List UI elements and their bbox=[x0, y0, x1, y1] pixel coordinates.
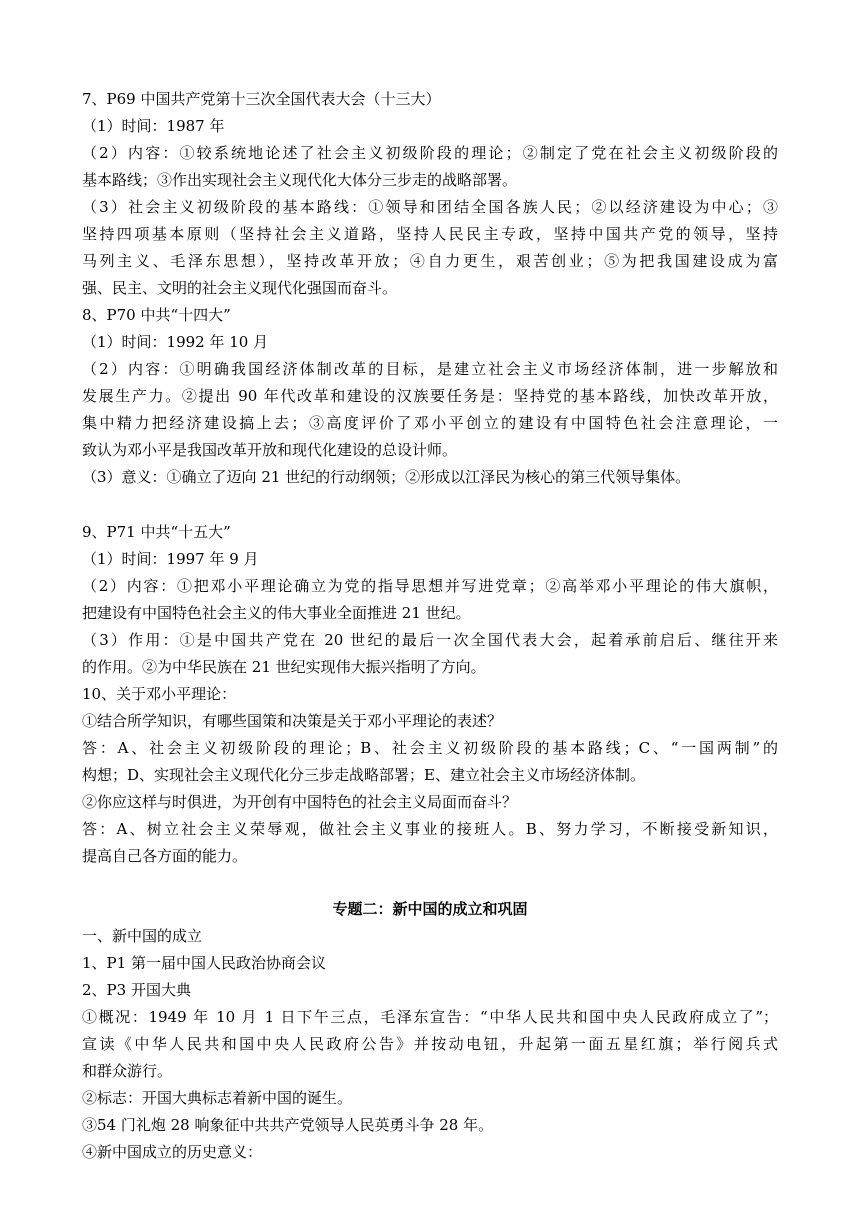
section-fifteenth-congress bbox=[82, 519, 778, 870]
text-line: 强、民主、文明的社会主义现代化强国而奋斗。 bbox=[82, 279, 398, 297]
text-line: ④新中国成立的历史意义： bbox=[82, 1143, 263, 1161]
text-line: 集中精力把经济建设搞上去；③高度评价了邓小平创立的建设有中国特色社会注意理论，一 bbox=[82, 414, 778, 432]
text-line: ①结合所学知识，有哪些国策和决策是关于邓小平理论的表述？ bbox=[82, 712, 503, 730]
text-line: 2、P3 开国大典 bbox=[82, 981, 191, 999]
text-line: ③54 门礼炮 28 响象征中共共产党领导人民英勇斗争 28 年。 bbox=[82, 1116, 494, 1134]
text-line: 答：A、社会主义初级阶段的理论；B、社会主义初级阶段的基本路线；C、“一国两制”的 bbox=[82, 739, 778, 757]
text-line: 和群众游行。 bbox=[82, 1062, 173, 1080]
text-line: ②标志：开国大典标志着新中国的诞生。 bbox=[82, 1089, 353, 1107]
text-line: 答：A、树立社会主义荣辱观，做社会主义事业的接班人。B、努力学习，不断接受新知识， bbox=[82, 820, 778, 838]
text-line: 1、P1 第一届中国人民政治协商会议 bbox=[82, 954, 326, 972]
text-line: 9、P71 中共“十五大” bbox=[82, 523, 231, 541]
text-line: 8、P70 中共“十四大” bbox=[82, 306, 231, 324]
text-line: ②你应这样与时俱进，为开创有中国特色的社会主义局面而奋斗？ bbox=[82, 793, 518, 811]
text-line: （1）时间：1987 年 bbox=[82, 117, 225, 135]
text-line: （2）内容：①明确我国经济体制改革的目标，是建立社会主义市场经济体制，进一步解放和 bbox=[82, 360, 778, 378]
text-line: （3）作用：①是中国共产党在 20 世纪的最后一次全国代表大会，起着承前启后、继往开来 bbox=[82, 631, 778, 649]
text-line: 马列主义、毛泽东思想），坚持改革开放；④自力更生，艰苦创业；⑤为把我国建设成为富 bbox=[82, 252, 778, 270]
text-line: 一、新中国的成立 bbox=[82, 927, 203, 945]
text-line: （1）时间：1992 年 10 月 bbox=[82, 333, 269, 351]
text-line: （3）社会主义初级阶段的基本路线：①领导和团结全国各族人民；②以经济建设为中心；③ bbox=[82, 198, 778, 216]
paragraph-gap bbox=[82, 870, 778, 896]
text-line: ①概况：1949 年 10 月 1 日下午三点，毛泽东宣告：“中华人民共和国中央人民政府成立了”； bbox=[82, 1008, 778, 1026]
paragraph-gap bbox=[82, 491, 778, 519]
document-page bbox=[82, 86, 778, 1166]
section-new-china-founding bbox=[82, 923, 778, 1166]
text-line: 的作用。②为中华民族在 21 世纪实现伟大振兴指明了方向。 bbox=[82, 658, 486, 676]
text-line: 发展生产力。②提出 90 年代改革和建设的汉族要任务是：坚持党的基本路线，加快改革开放， bbox=[82, 387, 778, 405]
text-line: （3）意义：①确立了迈向 21 世纪的行动纲领；②形成以江泽民为核心的第三代领导集体。 bbox=[82, 468, 691, 486]
text-line: 构想；D、实现社会主义现代化分三步走战略部署；E、建立社会主义市场经济体制。 bbox=[82, 766, 645, 784]
text-line: （1）时间：1997 年 9 月 bbox=[82, 550, 259, 568]
text-line: 把建设有中国特色社会主义的伟大事业全面推进 21 世纪。 bbox=[82, 604, 471, 622]
text-line: 10、关于邓小平理论： bbox=[82, 685, 237, 703]
text-line: （2）内容：①把邓小平理论确立为党的指导思想并写进党章；②高举邓小平理论的伟大旗帜， bbox=[82, 577, 778, 595]
section-party-congresses bbox=[82, 86, 778, 491]
text-line: 7、P69 中国共产党第十三次全国代表大会（十三大） bbox=[82, 90, 441, 108]
text-line: 基本路线；③作出实现社会主义现代化大体分三步走的战略部署。 bbox=[82, 171, 518, 189]
text-line: （2）内容：①较系统地论述了社会主义初级阶段的理论；②制定了党在社会主义初级阶段的 bbox=[82, 144, 778, 162]
text-line: 坚持四项基本原则（坚持社会主义道路，坚持人民民主专政，坚持中国共产党的领导，坚持 bbox=[82, 225, 778, 243]
text-line: 致认为邓小平是我国改革开放和现代化建设的总设计师。 bbox=[82, 441, 458, 459]
text-line: 宣读《中华人民共和国中央人民政府公告》并按动电钮，升起第一面五星红旗；举行阅兵式 bbox=[82, 1035, 778, 1053]
text-line: 提高自己各方面的能力。 bbox=[82, 847, 248, 865]
section-title: 专题二：新中国的成立和巩固 bbox=[332, 900, 528, 918]
